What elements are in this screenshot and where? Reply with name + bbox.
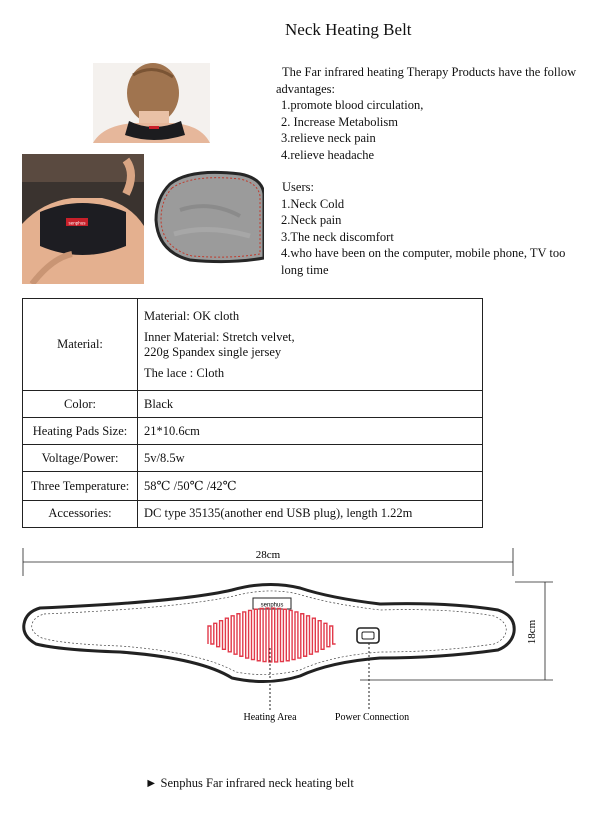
user-item: 3.The neck discomfort bbox=[281, 229, 394, 244]
belt-logo-text: senphus bbox=[260, 602, 284, 609]
advantage-item: 1.promote blood circulation, bbox=[281, 98, 424, 112]
user-item: 1.Neck Cold bbox=[281, 196, 345, 211]
height-dimension-label: 18cm bbox=[526, 619, 538, 645]
width-dimension-label: 28cm bbox=[255, 549, 281, 561]
table-row bbox=[23, 472, 483, 500]
advantages-paragraph: The Far infrared heating Therapy Products have the follow advantages: bbox=[276, 65, 577, 96]
power-connection-label: Power Connection bbox=[334, 712, 410, 723]
belt-diagram bbox=[0, 540, 602, 730]
material-line: Material: OK cloth bbox=[144, 308, 240, 323]
table-row bbox=[23, 500, 483, 527]
photo-fleece-lining bbox=[150, 160, 264, 282]
users-heading: Users: bbox=[282, 180, 314, 194]
advantage-item: 4.relieve headache bbox=[281, 147, 374, 162]
spec-value: Black bbox=[138, 391, 483, 418]
photo-neck-shoulders bbox=[22, 154, 144, 284]
material-line: Inner Material: Stretch velvet, bbox=[144, 329, 295, 344]
footer-caption bbox=[145, 776, 354, 791]
photo-neck-back bbox=[93, 63, 210, 143]
user-item: 2.Neck pain bbox=[281, 213, 342, 227]
page-title: Neck Heating Belt bbox=[285, 20, 412, 39]
spec-key: Heating Pads Size: bbox=[23, 418, 138, 445]
belt-logo-badge bbox=[66, 218, 88, 226]
spec-value: 58℃ /50℃ /42℃ bbox=[138, 472, 483, 500]
advantage-item: 2. Increase Metabolism bbox=[281, 114, 398, 129]
table-row bbox=[23, 445, 483, 472]
power-connector bbox=[357, 628, 379, 643]
belt-logo-text: senphus bbox=[68, 220, 86, 226]
spec-value: 21*10.6cm bbox=[138, 418, 483, 445]
spec-value: 5v/8.5w bbox=[138, 445, 483, 472]
belt-logo-badge bbox=[253, 598, 291, 609]
spec-value: DC type 35135(another end USB plug), length 1.22m bbox=[138, 500, 483, 527]
bullet-arrow-icon: ► bbox=[145, 776, 158, 790]
table-row bbox=[23, 299, 483, 391]
spec-table bbox=[22, 298, 483, 528]
table-row bbox=[23, 418, 483, 445]
spec-value-material bbox=[138, 299, 483, 391]
heating-area-label: Heating Area bbox=[243, 712, 297, 723]
table-row bbox=[23, 391, 483, 418]
material-line: 220g Spandex single jersey bbox=[144, 344, 282, 359]
advantage-item: 3.relieve neck pain bbox=[281, 131, 376, 145]
intro-text bbox=[276, 64, 588, 278]
material-line: The lace : Cloth bbox=[144, 365, 225, 380]
spec-key: Material: bbox=[23, 299, 138, 391]
spec-key: Accessories: bbox=[23, 500, 138, 527]
spec-key: Three Temperature: bbox=[23, 472, 138, 500]
spec-key: Voltage/Power: bbox=[23, 445, 138, 472]
spec-key: Color: bbox=[23, 391, 138, 418]
user-item: 4.who have been on the computer, mobile phone, TV too long time bbox=[281, 246, 566, 277]
footer-text: Senphus Far infrared neck heating belt bbox=[160, 776, 354, 790]
